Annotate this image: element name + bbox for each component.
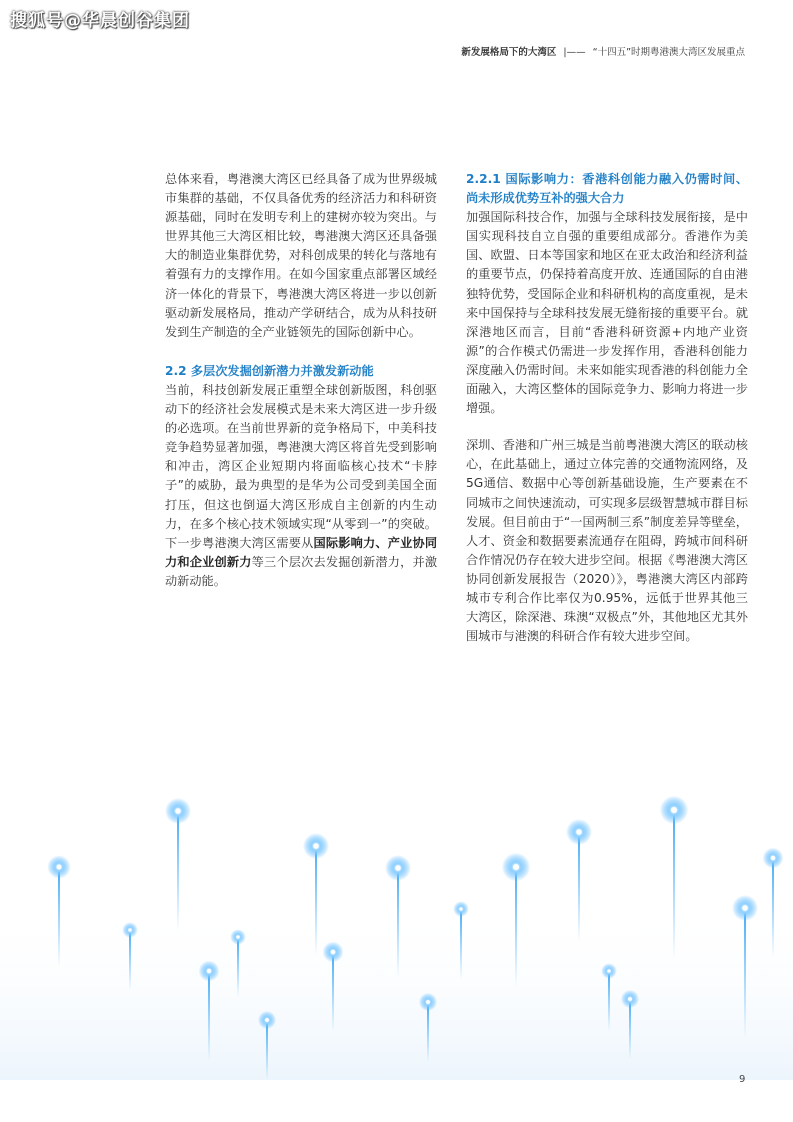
light-beam-dot (771, 856, 775, 860)
left-column (165, 170, 437, 591)
light-beam-line (332, 952, 334, 1032)
section-heading-2-2-1: 2.2.1 国际影响力：香港科创能力融入仍需时间、尚未形成优势互补的强大合力 (466, 172, 748, 206)
light-beam-line (608, 971, 610, 1031)
light-beam-line (772, 858, 774, 958)
light-beam-line (460, 909, 462, 979)
light-beam-dot (395, 865, 401, 871)
right-column (466, 170, 748, 646)
left-paragraph-2-bold: 国际影响力、产业协同力和企业创新力 (165, 535, 438, 569)
light-beam-line (744, 908, 746, 1038)
light-beam-dot (236, 935, 239, 938)
header-subtitle: “十四五”时期粤港澳大湾区发展重点 (592, 47, 745, 58)
header-separator: |—— (563, 47, 586, 58)
light-beam-line (58, 867, 60, 967)
light-beam-dot (128, 928, 131, 931)
left-paragraph-2 (165, 381, 437, 591)
light-beam-dot (175, 808, 181, 814)
light-beam-dot (459, 907, 462, 910)
light-beam-dot (513, 864, 519, 870)
light-beam-dot (576, 829, 582, 835)
light-beam-dot (607, 969, 610, 972)
right-paragraph-1: 加强国际科技合作，加强与全球科技发展衔接，是中国实现科技自立自强的重要组成部分。香港作为美国、欧盟、日本等国家和地区在亚太政治和经济利益的重要节点，仍保持着高度开放、连通国际的自由港独特优势，受国际企业和科研机构的高度重视，是未来中国保持与全球科技发展无缝衔接的重要平台。就深港地区而言，目前“香港科研资源+内地产业资源”的合作模式仍需进一步发挥作用，香港科创能力深度融入仍需时间。未来如能实现香港的科创能力全面融入，大湾区整体的国际竞争力、影响力将进一步增强。 (466, 210, 748, 416)
light-beam-dot (313, 843, 319, 849)
right-paragraph-2: 深圳、香港和广州三城是当前粤港澳大湾区的联动核心，在此基础上，通过立体完善的交通物流网络，及5G通信、数据中心等创新基础设施，生产要素在不同城市之间快速流动，可实现多层级智慧城市群目标发展。但目前由于“一国两制三系”制度差异等壁垒，人才、资金和数据要素流通存在阻碍，跨城市间科研合作情况仍存在较大进步空间。根据《粤港澳大湾区协同创新发展报告（2020）》，粤港澳大湾区内部跨城市专利合作比率仅为0.95%，远低于世界其他三大湾区，除深港、珠澳“双极点”外，其他地区尤其外围城市与港澳的科研合作有较大进步空间。 (466, 438, 748, 644)
light-beam-line (673, 810, 675, 960)
light-beam-line (177, 811, 179, 931)
running-header (461, 44, 745, 58)
light-beam-line (515, 867, 517, 987)
light-beam-dot (426, 1000, 430, 1004)
light-beam-dot (742, 905, 748, 911)
left-paragraph-2-start: 当前，科技创新发展正重塑全球创新版图，科创驱动下的经济社会发展模式是未来大湾区进一步升级的必选项。在当前世界新的竞争格局下，中美科技竞争趋势显著加强，粤港澳大湾区将首先受到影响和冲击，湾区企业短期内将面临核心技术“卡脖子”的威胁，最为典型的是华为公司受到美国全面打压，但这也倒逼大湾区形成自主创新的内生动力，在多个核心技术领域实现“从零到一”的突破。下一步粤港澳大湾区需要从 (165, 382, 437, 550)
light-beam-dot (628, 997, 632, 1001)
light-beam-line (208, 971, 210, 1061)
light-beam-dot (671, 807, 677, 813)
light-beam-dot (265, 1018, 269, 1022)
light-beam-line (578, 832, 580, 942)
light-beams-decoration (0, 780, 793, 1080)
watermark: 搜狐号@华晨创谷集团 (10, 11, 190, 31)
left-paragraph-2-end: 等三个层次去发掘创新潜力，并激动新动能。 (165, 554, 438, 588)
light-beam-line (129, 930, 131, 990)
light-beam-dot (57, 865, 62, 870)
light-beam-line (397, 868, 399, 978)
light-beam-dot (207, 969, 211, 973)
header-title: 新发展格局下的大湾区 (461, 47, 557, 58)
section-heading-2-2: 2.2 多层次发掘创新潜力并激发新动能 (165, 363, 374, 378)
light-beam-line (237, 937, 239, 997)
page-number: 9 (739, 1074, 746, 1085)
light-beam-dot (331, 950, 335, 954)
left-paragraph-1: 总体来看，粤港澳大湾区已经具备了成为世界级城市集群的基础，不仅具备优秀的经济活力和科研资源基础，同时在发明专利上的建树亦较为突出。与世界其他三大湾区相比较，粤港澳大湾区还具备强大的制造业集群优势，对科创成果的转化与落地有着强有力的支撑作用。在如今国家重点部署区域经济一体化的背景下，粤港澳大湾区将进一步以创新驱动新发展格局，推动产学研结合，成为从科技研发到生产制造的全产业链领先的国际创新中心。 (165, 172, 437, 339)
light-beam-line (315, 846, 317, 956)
